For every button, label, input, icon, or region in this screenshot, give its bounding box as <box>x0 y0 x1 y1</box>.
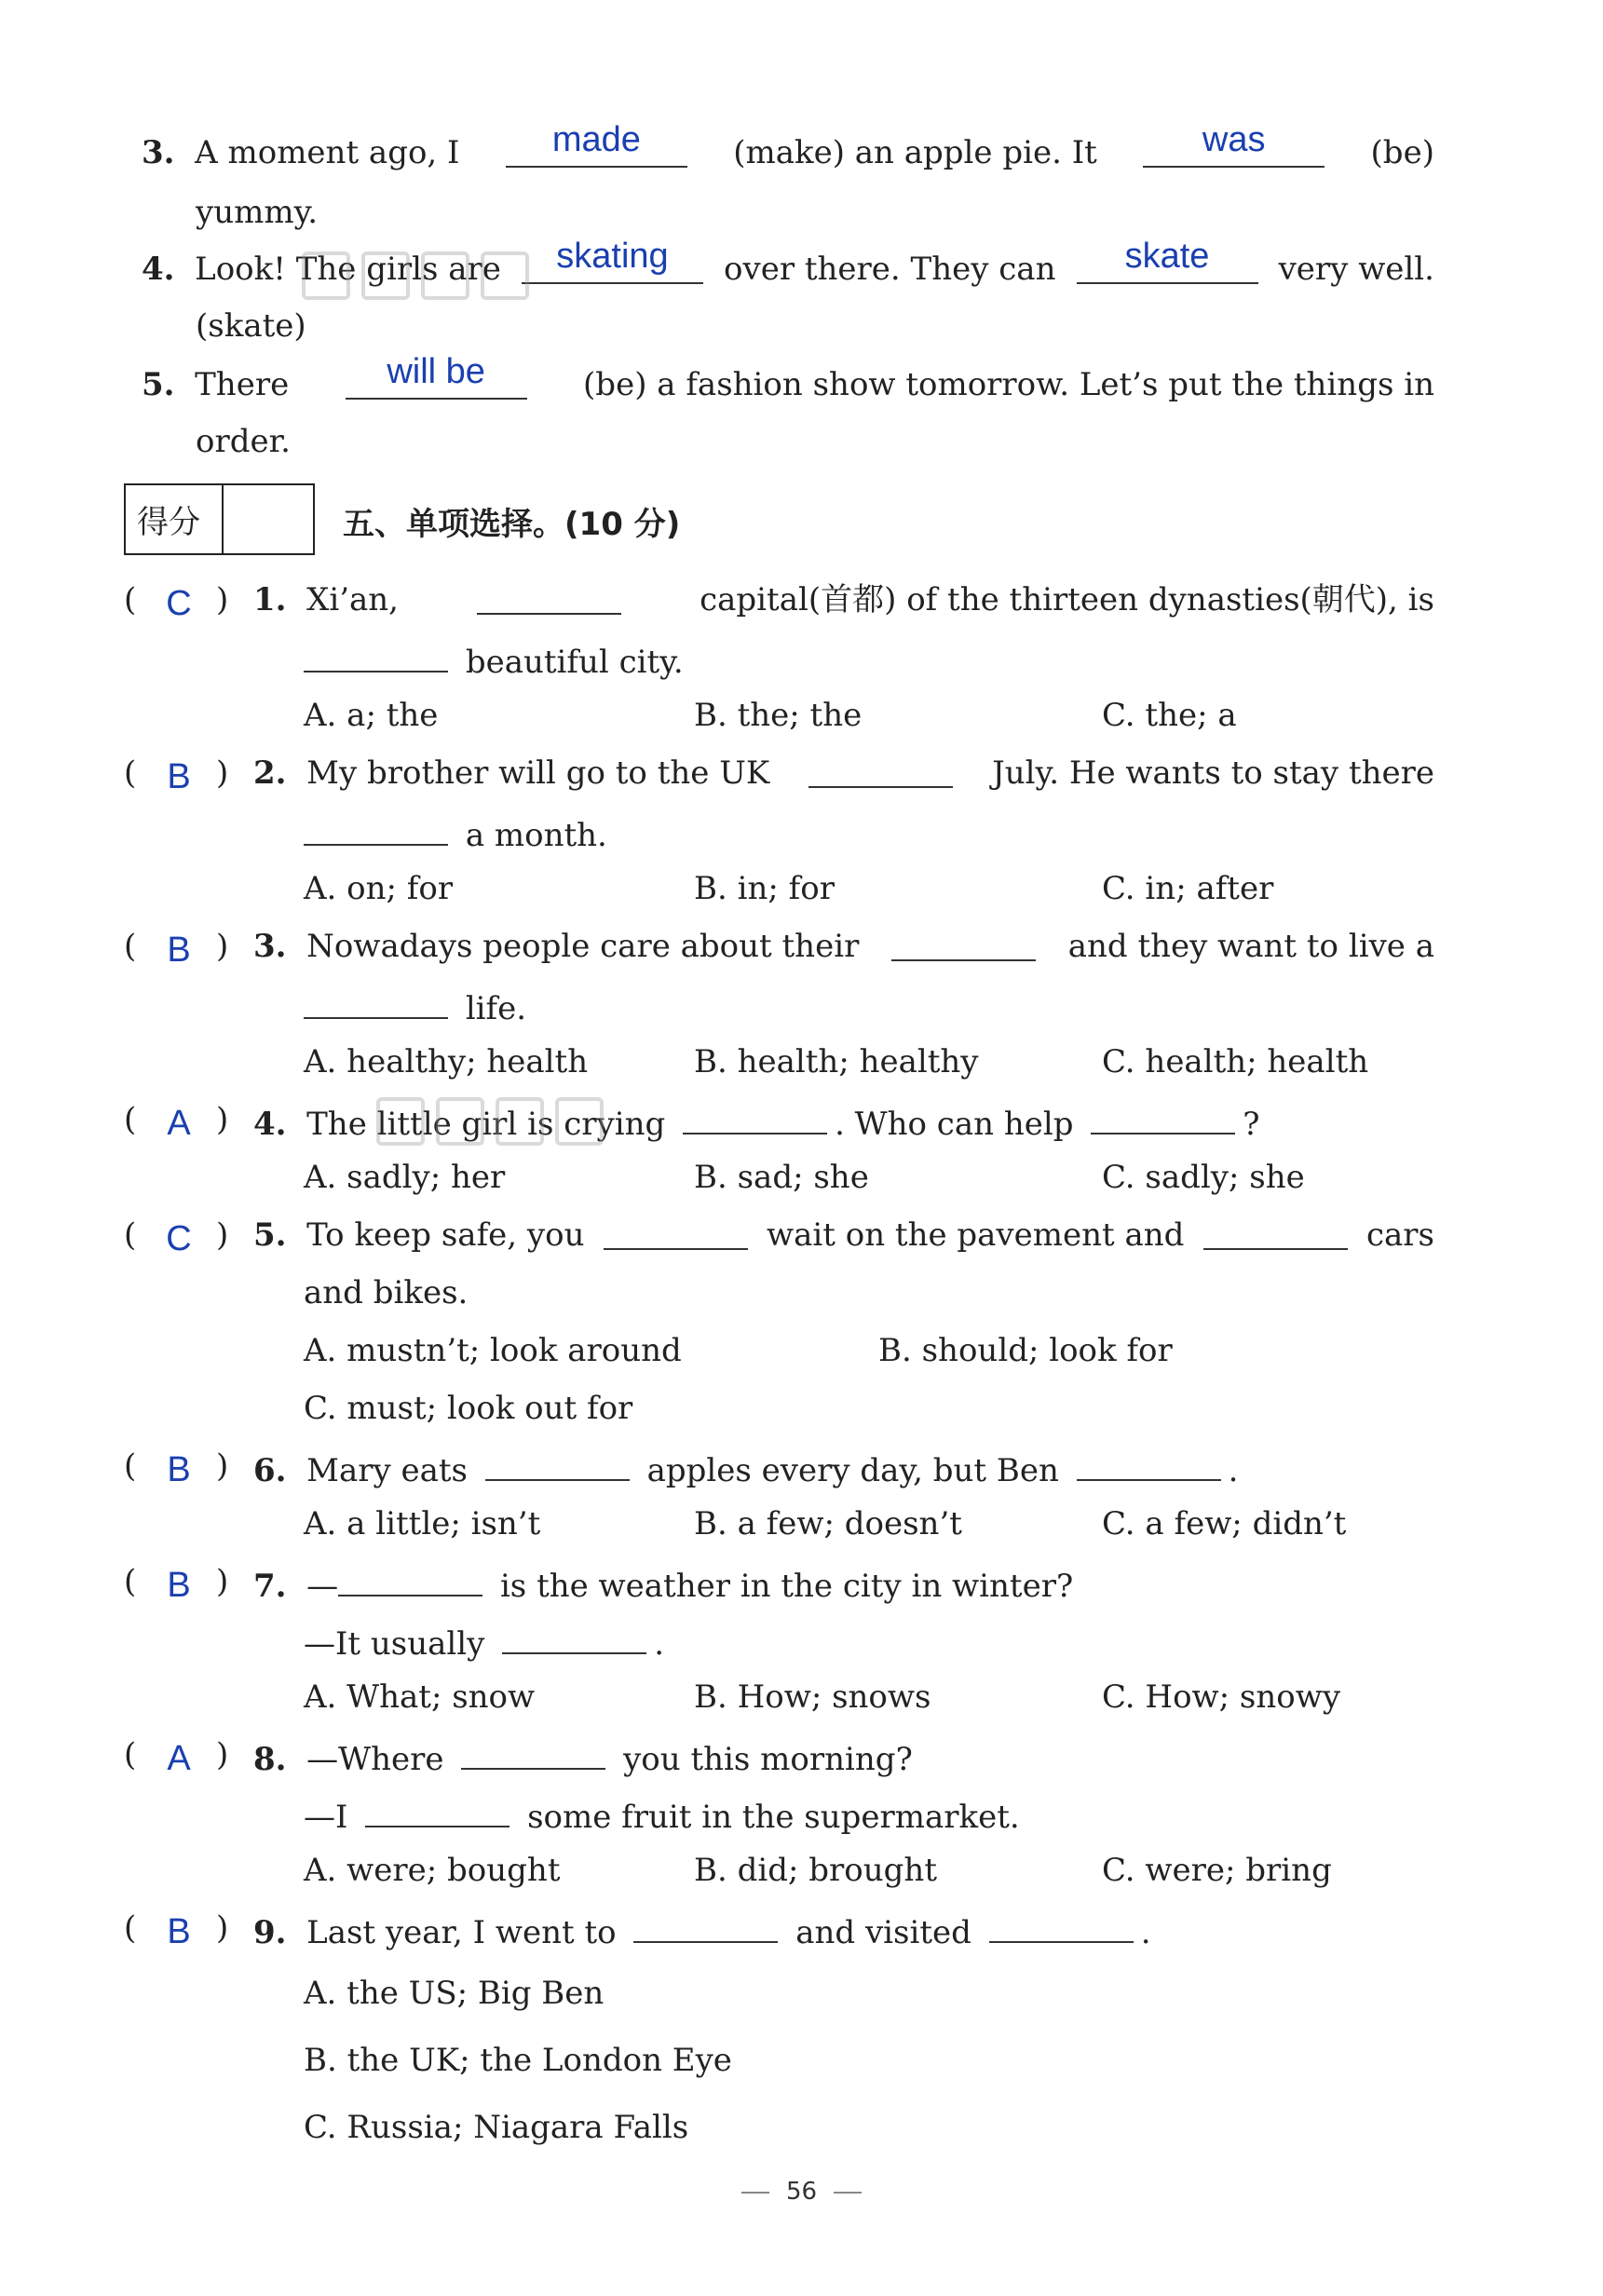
option-b: B. in; for <box>694 870 835 907</box>
answer-paren-open: ( <box>124 928 137 965</box>
answer-letter: B <box>167 1450 191 1489</box>
answer-blank <box>338 1559 482 1596</box>
answer-paren-open: ( <box>124 1909 137 1947</box>
question-number: 6. <box>253 1452 287 1489</box>
handwritten-answer: was <box>1202 120 1266 159</box>
answer-letter: C <box>166 584 192 623</box>
score-label: 得分 <box>137 504 200 541</box>
option-a: A. sadly; her <box>304 1159 506 1196</box>
question-text: —Where <box>306 1741 444 1778</box>
option-c: C. must; look out for <box>304 1390 633 1427</box>
fill-q5-line1 <box>142 352 1434 407</box>
answer-blank <box>891 924 1036 961</box>
answer-blank <box>1143 120 1325 168</box>
answer-blank <box>461 1732 605 1770</box>
answer-blank <box>304 635 448 672</box>
question-5-line2 <box>304 1270 468 1315</box>
question-text: cars <box>1365 1216 1434 1254</box>
question-text: some fruit in the supermarket. <box>527 1799 1020 1836</box>
question-number: 8. <box>253 1741 287 1778</box>
question-7-line1 <box>253 1559 1073 1609</box>
question-text: There <box>195 366 290 403</box>
question-text: is the weather in the city in winter? <box>499 1568 1074 1605</box>
question-text: apples every day, but Ben <box>646 1452 1059 1489</box>
fill-q3-line2 <box>196 190 318 235</box>
question-text: Nowadays people care about their <box>306 928 860 965</box>
footer-dash-right <box>834 2192 862 2194</box>
answer-paren-close: ) <box>216 1447 229 1485</box>
question-number: 3. <box>142 134 175 171</box>
answer-blank <box>485 1444 630 1481</box>
answer-paren-open: ( <box>124 1736 137 1773</box>
answer-paren-open: ( <box>124 1216 137 1254</box>
answer-paren-open: ( <box>124 1447 137 1485</box>
page-footer <box>0 2178 1603 2206</box>
question-text: (skate) <box>196 307 306 345</box>
question-2-line1 <box>253 751 1434 795</box>
answer-letter: B <box>167 1912 191 1951</box>
question-text: —I <box>304 1799 348 1836</box>
option-c: C. How; snowy <box>1102 1678 1341 1716</box>
question-text: Last year, I went to <box>306 1914 617 1951</box>
fill-q3-line1 <box>142 120 1434 175</box>
question-text: A moment ago, I <box>195 134 460 171</box>
option-b: B. How; snows <box>694 1678 931 1716</box>
answer-paren-open: ( <box>124 754 137 792</box>
answer-blank <box>477 577 621 615</box>
answer-blank <box>304 808 448 846</box>
option-a: A. healthy; health <box>304 1043 589 1080</box>
question-text: Xi’an, <box>306 581 399 618</box>
question-text: (be) <box>1370 134 1434 171</box>
answer-paren-close: ) <box>216 1216 229 1254</box>
answer-blank <box>1203 1213 1348 1250</box>
question-text: and they want to live a <box>1067 928 1434 965</box>
answer-blank <box>506 120 687 168</box>
option-b: B. sad; she <box>694 1159 869 1196</box>
fill-q5-line2 <box>196 419 291 464</box>
answer-blank <box>365 1790 509 1827</box>
question-8-line2 <box>304 1790 1020 1840</box>
answer-blank <box>304 982 448 1019</box>
question-text: capital(首都) of the thirteen dynasties(朝代), is <box>700 581 1434 618</box>
option-b: B. did; brought <box>694 1852 937 1889</box>
question-text: ? <box>1243 1106 1260 1143</box>
question-text: . <box>1228 1452 1239 1489</box>
question-text: (be) a fashion show tomorrow. Let’s put the things in <box>583 366 1434 403</box>
answer-paren-close: ) <box>216 1101 229 1138</box>
question-text: Look! The girls are <box>195 251 501 288</box>
answer-blank <box>502 1617 646 1654</box>
question-6-line1 <box>253 1444 1238 1493</box>
question-text: The little girl is crying <box>306 1106 666 1143</box>
question-3-line2 <box>304 982 526 1031</box>
score-box-divider <box>222 485 224 553</box>
answer-paren-close: ) <box>216 928 229 965</box>
option-c: C. were; bring <box>1102 1852 1332 1889</box>
question-text: — <box>306 1568 339 1605</box>
question-1-line2 <box>304 635 684 685</box>
option-c: C. a few; didn’t <box>1102 1505 1347 1542</box>
answer-letter: A <box>167 1104 191 1143</box>
option-a: A. mustn’t; look around <box>304 1332 682 1369</box>
answer-blank <box>1091 1097 1235 1134</box>
question-text: and visited <box>795 1914 971 1951</box>
answer-paren-close: ) <box>216 754 229 792</box>
question-text: beautiful city. <box>465 644 684 681</box>
handwritten-answer: will be <box>387 352 485 391</box>
fill-q4-line2 <box>196 304 306 348</box>
question-text: . Who can help <box>835 1106 1074 1143</box>
option-b: B. should; look for <box>878 1332 1173 1369</box>
question-text: wait on the pavement and <box>767 1216 1185 1254</box>
question-text: To keep safe, you <box>306 1216 585 1254</box>
handwritten-answer: skating <box>556 237 669 276</box>
option-b: B. a few; doesn’t <box>694 1505 962 1542</box>
question-number: 9. <box>253 1914 287 1951</box>
question-number: 5. <box>253 1216 287 1254</box>
answer-paren-close: ) <box>216 1563 229 1600</box>
question-number: 4. <box>253 1106 287 1143</box>
answer-paren-open: ( <box>124 1101 137 1138</box>
handwritten-answer: made <box>551 120 641 159</box>
answer-letter: C <box>166 1219 192 1258</box>
option-a: A. the US; Big Ben <box>304 1975 605 2012</box>
question-text: very well. <box>1278 251 1434 288</box>
question-text: July. He wants to stay there <box>992 754 1434 792</box>
question-text: you this morning? <box>623 1741 913 1778</box>
watermark-icon <box>298 244 540 309</box>
question-text: order. <box>196 423 291 460</box>
answer-blank <box>1077 1444 1221 1481</box>
handwritten-answer: skate <box>1124 237 1210 276</box>
watermark-icon <box>373 1090 615 1155</box>
section-title: 五、单项选择。(10 分) <box>343 506 681 543</box>
answer-letter: B <box>167 757 191 796</box>
answer-letter: B <box>167 1566 191 1605</box>
question-5-line1 <box>253 1213 1434 1257</box>
question-text: life. <box>465 990 527 1027</box>
option-b: B. the UK; the London Eye <box>304 2042 732 2079</box>
question-number: 1. <box>253 581 287 618</box>
answer-blank <box>346 352 527 400</box>
answer-paren-open: ( <box>124 581 137 618</box>
question-text: a month. <box>465 817 607 854</box>
answer-letter: A <box>167 1739 191 1778</box>
answer-letter: B <box>167 931 191 970</box>
answer-blank <box>683 1097 827 1134</box>
question-number: 5. <box>142 366 175 403</box>
answer-paren-close: ) <box>216 581 229 618</box>
answer-blank <box>808 751 953 788</box>
option-c: C. health; health <box>1102 1043 1369 1080</box>
question-text: over there. They can <box>724 251 1056 288</box>
answer-blank <box>633 1906 778 1943</box>
option-a: A. a little; isn’t <box>304 1505 541 1542</box>
question-7-line2 <box>304 1617 664 1666</box>
answer-blank <box>1077 237 1258 284</box>
answer-paren-close: ) <box>216 1909 229 1947</box>
question-number: 7. <box>253 1568 287 1605</box>
question-text: . <box>654 1625 664 1663</box>
question-text: —It usually <box>304 1625 485 1663</box>
option-a: A. What; snow <box>304 1678 536 1716</box>
score-box <box>124 483 315 555</box>
question-2-line2 <box>304 808 607 858</box>
option-c: C. the; a <box>1102 697 1237 734</box>
answer-paren-open: ( <box>124 1563 137 1600</box>
option-a: A. a; the <box>304 697 439 734</box>
answer-blank <box>522 237 703 284</box>
option-a: A. on; for <box>304 870 454 907</box>
question-9-line1 <box>253 1906 1151 1955</box>
option-a: A. were; bought <box>304 1852 561 1889</box>
option-c: C. sadly; she <box>1102 1159 1305 1196</box>
question-text: Mary eats <box>306 1452 468 1489</box>
question-text: (make) an apple pie. It <box>733 134 1097 171</box>
option-b: B. the; the <box>694 697 863 734</box>
question-text: yummy. <box>196 194 319 231</box>
question-1-line1 <box>253 577 1434 622</box>
page-number: 56 <box>785 2178 818 2206</box>
option-b: B. health; healthy <box>694 1043 979 1080</box>
answer-paren-close: ) <box>216 1736 229 1773</box>
question-text: My brother will go to the UK <box>306 754 770 792</box>
question-number: 4. <box>142 251 175 288</box>
question-3-line1 <box>253 924 1434 969</box>
answer-blank <box>989 1906 1134 1943</box>
option-c: C. in; after <box>1102 870 1274 907</box>
question-number: 2. <box>253 754 287 792</box>
question-text: . <box>1140 1914 1151 1951</box>
question-number: 3. <box>253 928 287 965</box>
question-text: and bikes. <box>304 1274 469 1311</box>
answer-blank <box>604 1213 748 1250</box>
option-c: C. Russia; Niagara Falls <box>304 2109 689 2146</box>
footer-dash-left <box>741 2192 769 2194</box>
question-8-line1 <box>253 1732 913 1782</box>
